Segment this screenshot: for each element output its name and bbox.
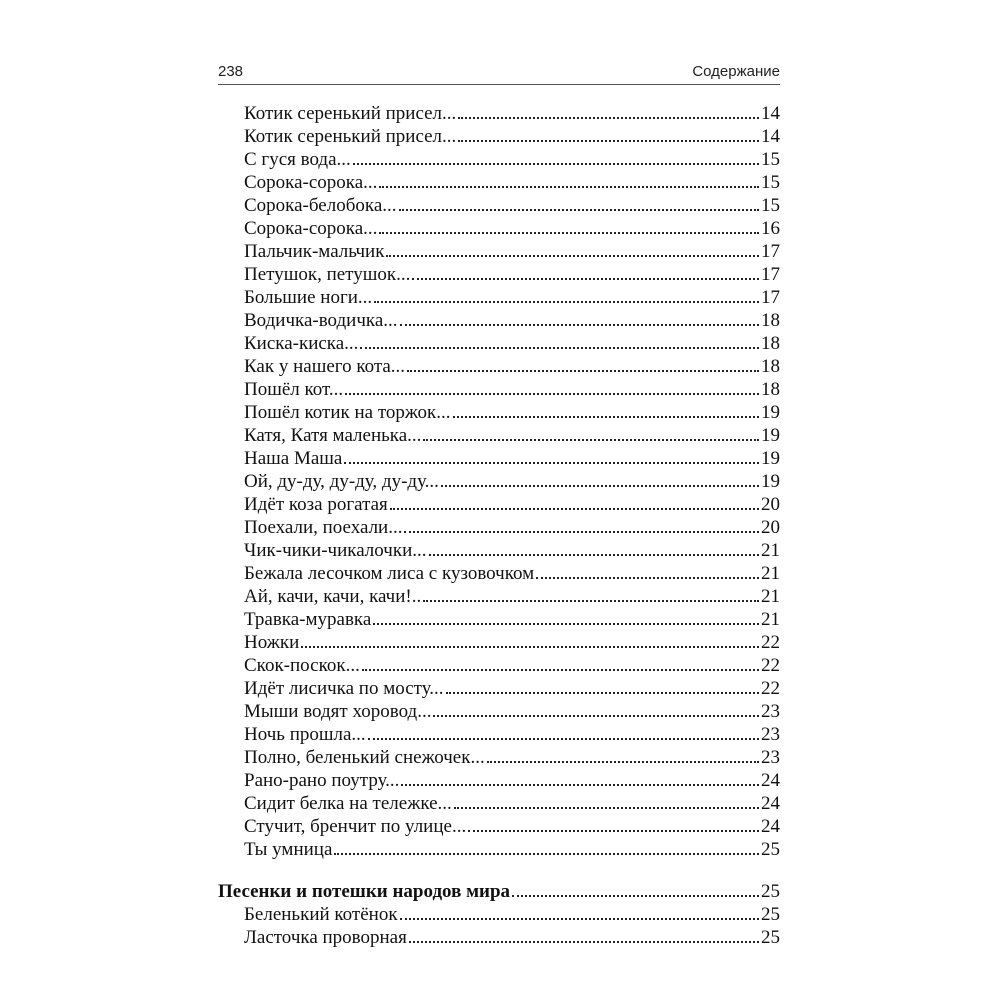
toc-entry-page: 24 [761, 816, 780, 837]
toc-entry [218, 746, 780, 769]
toc-entry [218, 286, 780, 309]
toc-entry-page: 18 [761, 310, 780, 331]
toc-entry [218, 125, 780, 148]
dot-leader [468, 830, 759, 832]
toc-entry-page: 20 [761, 517, 780, 538]
toc-entry [218, 332, 780, 355]
dot-leader [379, 232, 759, 234]
toc-entry [218, 608, 780, 631]
toc-entry [218, 631, 780, 654]
dot-leader [379, 186, 759, 188]
toc-entry-title: Петушок, петушок... [244, 264, 411, 285]
toc-entry [218, 240, 780, 263]
dot-leader [441, 485, 759, 487]
toc-entry-page: 21 [761, 563, 780, 584]
toc-entry [218, 309, 780, 332]
toc-entry-page: 15 [761, 172, 780, 193]
dot-leader [344, 462, 759, 464]
dot-leader [453, 416, 759, 418]
toc-entry [218, 424, 780, 447]
dot-leader [386, 255, 759, 257]
toc-entry-page: 25 [761, 927, 780, 948]
dot-leader [301, 646, 759, 648]
toc-entry-page: 24 [761, 770, 780, 791]
toc-entry-title: Стучит, бренчит по улице... [244, 816, 467, 837]
toc-entry [218, 470, 780, 493]
toc-entry-page: 21 [761, 586, 780, 607]
toc-entry-title: Ласточка проворная [244, 927, 407, 948]
toc-entry-title: Травка-муравка [244, 609, 372, 630]
toc-entry [218, 401, 780, 424]
toc-entry-page: 18 [761, 356, 780, 377]
toc-entry-title: С гуся вода... [244, 149, 351, 170]
toc-entry [218, 539, 780, 562]
toc-entry-title: Бежала лесочком лиса с кузовочком [244, 563, 535, 584]
running-section-title: Содержание [692, 63, 780, 80]
toc-entry-title: Идёт лисичка по мосту... [244, 678, 444, 699]
toc-entry-page: 17 [761, 287, 780, 308]
toc-entry-page: 19 [761, 448, 780, 469]
dot-leader [404, 531, 759, 533]
dot-leader [360, 347, 759, 349]
toc-entry [218, 194, 780, 217]
dot-leader [433, 715, 759, 717]
toc-entry-page: 25 [761, 904, 780, 925]
toc-entry-page: 19 [761, 402, 780, 423]
toc-entry [218, 654, 780, 677]
toc-entry [218, 815, 780, 838]
table-of-contents [218, 102, 780, 949]
toc-entry-title: Как у нашего кота... [244, 356, 406, 377]
toc-entry-page: 25 [761, 881, 780, 902]
dot-leader [423, 439, 759, 441]
toc-entry-title: Большие ноги... [244, 287, 373, 308]
toc-entry-title: Котик серенький присел... [244, 126, 457, 147]
dot-leader [374, 301, 759, 303]
toc-entry-page: 14 [761, 126, 780, 147]
dot-leader [353, 163, 759, 165]
toc-entry-page: 22 [761, 632, 780, 653]
toc-entry-title: Беленький котёнок [244, 904, 398, 925]
toc-entry [218, 516, 780, 539]
toc-entry-page: 23 [761, 724, 780, 745]
dot-leader [401, 784, 759, 786]
toc-entry-page: 17 [761, 241, 780, 262]
toc-group-heading [218, 880, 780, 903]
toc-entry-title: Песенки и потешки народов мира [218, 881, 511, 902]
toc-entry [218, 838, 780, 861]
toc-entry [218, 677, 780, 700]
toc-entry-page: 21 [761, 609, 780, 630]
toc-entry-page: 19 [761, 471, 780, 492]
toc-entry [218, 723, 780, 746]
toc-entry-title: Ножки [244, 632, 300, 653]
toc-entry [218, 148, 780, 171]
dot-leader [345, 393, 759, 395]
toc-entry-title: Киска-киска... [244, 333, 359, 354]
toc-entry [218, 493, 780, 516]
dot-leader [458, 140, 759, 142]
dot-leader [429, 554, 760, 556]
toc-entry-title: Идёт коза рогатая [244, 494, 388, 515]
toc-entry [218, 792, 780, 815]
toc-entry [218, 903, 780, 926]
toc-entry-title: Ночь прошла... [244, 724, 366, 745]
toc-entry-title: Котик серенький присел... [244, 103, 457, 124]
toc-entry-page: 15 [761, 195, 780, 216]
toc-entry-title: Сорока-белобока... [244, 195, 397, 216]
toc-entry [218, 769, 780, 792]
dot-leader [373, 623, 759, 625]
dot-leader [368, 738, 759, 740]
toc-entry [218, 378, 780, 401]
toc-entry-page: 23 [761, 747, 780, 768]
dot-leader [334, 853, 759, 855]
dot-leader [399, 209, 759, 211]
dot-leader [454, 807, 759, 809]
toc-entry-title: Ой, ду-ду, ду-ду, ду-ду... [244, 471, 439, 492]
toc-entry-title: Скок-поскок... [244, 655, 360, 676]
toc-entry [218, 585, 780, 608]
toc-entry-title: Наша Маша [244, 448, 343, 469]
toc-entry-page: 22 [761, 678, 780, 699]
dot-leader [512, 895, 759, 897]
dot-leader [400, 918, 759, 920]
dot-leader [412, 278, 759, 280]
toc-entry-title: Сидит белка на тележке... [244, 793, 452, 814]
toc-entry-page: 17 [761, 264, 780, 285]
toc-entry-page: 22 [761, 655, 780, 676]
toc-entry-title: Пошёл кот... [244, 379, 344, 400]
toc-entry-title: Полно, беленький снежочек... [244, 747, 485, 768]
toc-entry-page: 15 [761, 149, 780, 170]
dot-leader [487, 761, 759, 763]
toc-entry [218, 102, 780, 125]
toc-entry-page: 21 [761, 540, 780, 561]
dot-leader [536, 577, 759, 579]
toc-entry [218, 700, 780, 723]
toc-entry-title: Сорока-сорока... [244, 218, 378, 239]
dot-leader [409, 941, 759, 943]
toc-entry-page: 24 [761, 793, 780, 814]
dot-leader [400, 324, 759, 326]
toc-entry [218, 926, 780, 949]
toc-entry [218, 355, 780, 378]
toc-entry-page: 25 [761, 839, 780, 860]
toc-entry-title: Катя, Катя маленька... [244, 425, 422, 446]
page-number: 238 [218, 63, 244, 80]
toc-entry [218, 447, 780, 470]
toc-entry-page: 16 [761, 218, 780, 239]
dot-leader [362, 669, 759, 671]
toc-entry-title: Чик-чики-чикалочки... [244, 540, 427, 561]
toc-entry-title: Водичка-водичка... [244, 310, 398, 331]
dot-leader [423, 600, 759, 602]
toc-entry-page: 18 [761, 333, 780, 354]
dot-leader [458, 117, 759, 119]
page-header [218, 60, 780, 85]
toc-entry-title: Ты умница [244, 839, 333, 860]
toc-entry-page: 14 [761, 103, 780, 124]
toc-entry [218, 217, 780, 240]
dot-leader [390, 508, 759, 510]
dot-leader [446, 692, 759, 694]
toc-entry-title: Сорока-сорока... [244, 172, 378, 193]
toc-entry-title: Рано-рано поутру... [244, 770, 400, 791]
toc-entry-page: 23 [761, 701, 780, 722]
toc-entry [218, 263, 780, 286]
toc-entry-title: Поехали, поехали... [244, 517, 403, 538]
toc-entry-page: 19 [761, 425, 780, 446]
toc-entry-page: 18 [761, 379, 780, 400]
toc-entry-title: Мыши водят хоровод... [244, 701, 432, 722]
toc-entry-title: Ай, качи, качи, качи!.. [244, 586, 422, 607]
toc-entry-title: Пальчик-мальчик [244, 241, 385, 262]
toc-entry [218, 171, 780, 194]
toc-entry-title: Пошёл котик на торжок... [244, 402, 451, 423]
toc-entry [218, 562, 780, 585]
dot-leader [407, 370, 759, 372]
toc-entry-page: 20 [761, 494, 780, 515]
